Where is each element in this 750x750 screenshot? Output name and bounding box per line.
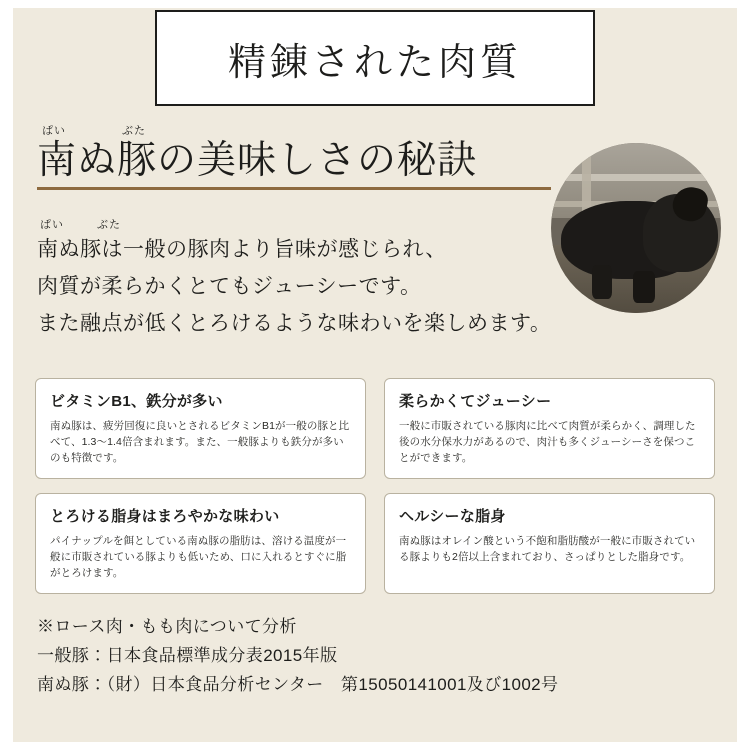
headline-underline: [37, 187, 551, 190]
photo-rail-upper: [551, 174, 721, 181]
lead-ruby: [37, 216, 557, 231]
feature-card-title: ビタミンB1、鉄分が多い: [50, 393, 223, 410]
title-box: [155, 10, 595, 106]
feature-card-title: 柔らかくてジューシー: [399, 393, 552, 410]
headline-ruby-right: ぶた: [122, 125, 146, 137]
feature-card: [384, 493, 715, 594]
footnote-line: 一般豚：日本食品標準成分表2015年版: [37, 646, 338, 665]
headline-ruby-left: ぱい: [42, 125, 66, 137]
feature-card-body: パイナップルを餌としている南ぬ豚の脂肪は、溶ける温度が一般に市販されている豚よりも低いため、口に入れるとすぐに脂がとろけます。: [50, 535, 347, 579]
lead-section: [37, 216, 557, 342]
feature-card-title: とろける脂身はまろやかな味わい: [50, 508, 280, 525]
feature-card-list: [35, 378, 715, 594]
feature-card: [35, 493, 366, 594]
lead-ruby-left: ぱい: [40, 219, 64, 231]
lead-ruby-right: ぶた: [97, 219, 121, 231]
pig-leg-rear: [633, 271, 655, 303]
footnote-line: ※ロース肉・もも肉について分析: [37, 617, 297, 636]
title-banner: [13, 8, 737, 108]
feature-card: [35, 378, 366, 479]
feature-card-body: 一般に市販されている豚肉に比べて肉質が柔らかく、調理した後の水分保水力があるので、肉汁も多くジューシーさを保つことができます。: [399, 420, 696, 464]
feature-card-body: 南ぬ豚は、疲労回復に良いとされるビタミンB1が一般の豚と比べて、1.3〜1.4倍含まれます。また、一般豚よりも鉄分が多いのも特徴です。: [50, 420, 350, 464]
poster-title: 精錬された肉質: [227, 41, 522, 84]
feature-card-body: 南ぬ豚はオレイン酸という不飽和脂肪酸が一般に市販されている豚よりも2倍以上含まれており、さっぱりとした脂身です。: [399, 535, 696, 563]
pig-leg-front: [592, 265, 612, 299]
lead-line-3: また融点が低くとろけるような味わいを楽しめます。: [37, 312, 552, 335]
feature-card-title: ヘルシーな脂身: [399, 508, 506, 525]
feature-card: [384, 378, 715, 479]
headline-ruby: [37, 122, 557, 137]
headline-section: [37, 122, 557, 190]
footnote-line: 南ぬ豚：（財）日本食品分析センター 第15050141001及び1002号: [37, 675, 559, 694]
pig-photo: [551, 143, 721, 313]
headline-text: 南ぬ豚の美味しさの秘訣: [37, 139, 478, 182]
lead-line-2: 肉質が柔らかくとてもジューシーです。: [37, 275, 422, 298]
footnotes: [37, 612, 727, 699]
lead-line-1: 南ぬ豚は一般の豚肉より旨味が感じられ、: [37, 238, 447, 261]
